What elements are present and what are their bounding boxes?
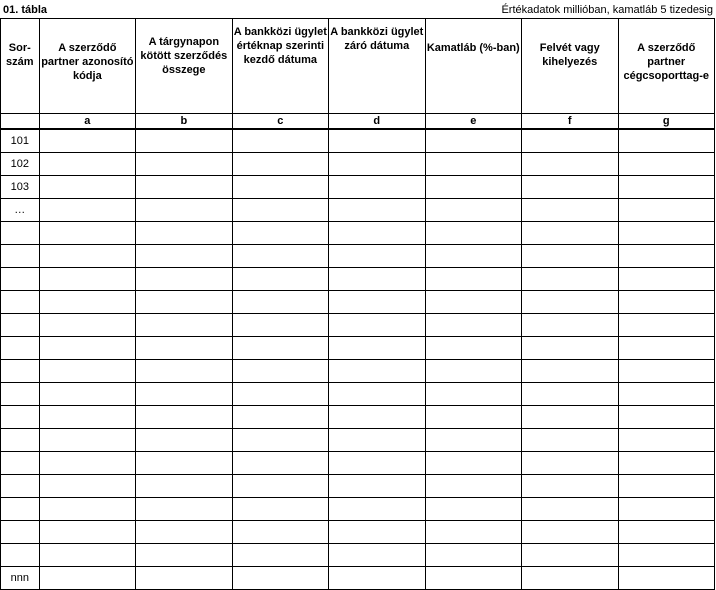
code-row	[1, 114, 715, 130]
data-cell-c[interactable]	[232, 521, 328, 544]
row-number	[1, 521, 40, 544]
code-cell-d: d	[329, 114, 425, 130]
table-row	[1, 429, 715, 452]
table-title: 01. tábla	[3, 4, 48, 16]
data-cell-b[interactable]	[136, 268, 232, 291]
data-cell-g[interactable]	[618, 291, 715, 314]
data-cell-e[interactable]	[425, 245, 521, 268]
data-cell-g[interactable]	[618, 521, 715, 544]
data-cell-b[interactable]	[136, 176, 232, 199]
row-number: 103	[1, 176, 40, 199]
data-cell-c[interactable]	[232, 314, 328, 337]
data-cell-e[interactable]	[425, 176, 521, 199]
data-cell-e[interactable]	[425, 268, 521, 291]
data-cell-b[interactable]	[136, 245, 232, 268]
header-col-f	[522, 19, 618, 114]
data-cell-d[interactable]	[329, 383, 425, 406]
code-cell-a: a	[39, 114, 135, 130]
data-cell-f[interactable]	[522, 291, 618, 314]
data-cell-a[interactable]	[39, 129, 135, 153]
data-cell-e[interactable]	[425, 521, 521, 544]
data-cell-b[interactable]	[136, 498, 232, 521]
data-cell-g[interactable]	[618, 314, 715, 337]
data-cell-b[interactable]	[136, 291, 232, 314]
row-number	[1, 406, 40, 429]
data-cell-c[interactable]	[232, 452, 328, 475]
row-number	[1, 429, 40, 452]
data-cell-f[interactable]	[522, 222, 618, 245]
data-cell-f[interactable]	[522, 429, 618, 452]
header-col-a	[39, 19, 135, 114]
data-cell-c[interactable]	[232, 567, 328, 590]
data-cell-a[interactable]	[39, 544, 135, 567]
data-cell-e[interactable]	[425, 129, 521, 153]
table-row	[1, 222, 715, 245]
data-cell-f[interactable]	[522, 406, 618, 429]
data-cell-e[interactable]	[425, 383, 521, 406]
data-cell-b[interactable]	[136, 429, 232, 452]
data-cell-d[interactable]	[329, 429, 425, 452]
data-cell-c[interactable]	[232, 222, 328, 245]
data-cell-b[interactable]	[136, 406, 232, 429]
table-row	[1, 291, 715, 314]
data-cell-d[interactable]	[329, 314, 425, 337]
data-cell-c[interactable]	[232, 475, 328, 498]
header-label: Kamatláb (%-ban)	[426, 42, 520, 54]
data-cell-f[interactable]	[522, 475, 618, 498]
data-cell-f[interactable]	[522, 383, 618, 406]
table-row	[1, 475, 715, 498]
data-cell-c[interactable]	[232, 360, 328, 383]
data-cell-d[interactable]	[329, 176, 425, 199]
data-cell-b[interactable]	[136, 314, 232, 337]
data-cell-a[interactable]	[39, 245, 135, 268]
data-cell-a[interactable]	[39, 429, 135, 452]
data-cell-e[interactable]	[425, 360, 521, 383]
data-cell-d[interactable]	[329, 544, 425, 567]
data-cell-d[interactable]	[329, 153, 425, 176]
data-cell-d[interactable]	[329, 199, 425, 222]
data-cell-e[interactable]	[425, 153, 521, 176]
data-cell-f[interactable]	[522, 129, 618, 153]
data-cell-g[interactable]	[618, 383, 715, 406]
data-cell-f[interactable]	[522, 337, 618, 360]
data-cell-g[interactable]	[618, 268, 715, 291]
data-cell-f[interactable]	[522, 314, 618, 337]
header-label: A bankközi ügylet záró dátuma	[330, 26, 424, 52]
header-col-e	[425, 19, 521, 114]
header-row	[1, 19, 715, 114]
data-cell-g[interactable]	[618, 129, 715, 153]
data-cell-d[interactable]	[329, 291, 425, 314]
data-cell-a[interactable]	[39, 222, 135, 245]
data-cell-b[interactable]	[136, 383, 232, 406]
header-label: A tárgynapon kötött szerződés összege	[140, 36, 228, 76]
data-cell-f[interactable]	[522, 268, 618, 291]
data-cell-e[interactable]	[425, 452, 521, 475]
table-row	[1, 567, 715, 590]
data-cell-g[interactable]	[618, 406, 715, 429]
data-cell-a[interactable]	[39, 452, 135, 475]
data-cell-e[interactable]	[425, 475, 521, 498]
data-cell-d[interactable]	[329, 498, 425, 521]
data-cell-a[interactable]	[39, 153, 135, 176]
data-cell-c[interactable]	[232, 199, 328, 222]
data-cell-f[interactable]	[522, 153, 618, 176]
header-label: A bankközi ügylet értéknap szerinti kezdő dátuma	[233, 26, 327, 66]
table-row	[1, 498, 715, 521]
code-cell-f: f	[522, 114, 618, 130]
data-cell-g[interactable]	[618, 498, 715, 521]
data-cell-e[interactable]	[425, 567, 521, 590]
header-col-b	[136, 19, 232, 114]
data-cell-b[interactable]	[136, 129, 232, 153]
report-table	[0, 18, 715, 590]
data-cell-d[interactable]	[329, 360, 425, 383]
header-col-c	[232, 19, 328, 114]
table-body	[1, 129, 715, 590]
table-note: Értékadatok millióban, kamatláb 5 tizedesig	[501, 4, 713, 16]
data-cell-c[interactable]	[232, 291, 328, 314]
data-cell-b[interactable]	[136, 544, 232, 567]
header-col-d	[329, 19, 425, 114]
data-cell-g[interactable]	[618, 176, 715, 199]
code-cell-e: e	[425, 114, 521, 130]
header-serial	[1, 19, 40, 114]
data-cell-e[interactable]	[425, 544, 521, 567]
data-cell-d[interactable]	[329, 268, 425, 291]
code-cell-c: c	[232, 114, 328, 130]
table-row	[1, 268, 715, 291]
data-cell-f[interactable]	[522, 567, 618, 590]
data-cell-d[interactable]	[329, 406, 425, 429]
data-cell-d[interactable]	[329, 452, 425, 475]
header-col-g	[618, 19, 715, 114]
data-cell-e[interactable]	[425, 222, 521, 245]
table-row	[1, 153, 715, 176]
data-cell-f[interactable]	[522, 360, 618, 383]
data-cell-d[interactable]	[329, 129, 425, 153]
data-cell-e[interactable]	[425, 314, 521, 337]
header-label: A szerződő partner azonosító kódja	[41, 42, 134, 82]
table-row	[1, 199, 715, 222]
data-cell-c[interactable]	[232, 429, 328, 452]
row-number	[1, 544, 40, 567]
data-cell-d[interactable]	[329, 521, 425, 544]
header-serial-label: Sor- szám	[6, 42, 34, 68]
data-cell-d[interactable]	[329, 337, 425, 360]
table-row	[1, 360, 715, 383]
table-row	[1, 176, 715, 199]
data-cell-b[interactable]	[136, 567, 232, 590]
data-cell-c[interactable]	[232, 129, 328, 153]
data-cell-a[interactable]	[39, 176, 135, 199]
data-cell-f[interactable]	[522, 176, 618, 199]
data-cell-c[interactable]	[232, 406, 328, 429]
row-number	[1, 498, 40, 521]
code-cell-blank	[1, 114, 40, 130]
data-cell-a[interactable]	[39, 360, 135, 383]
row-number	[1, 222, 40, 245]
data-cell-c[interactable]	[232, 383, 328, 406]
data-cell-b[interactable]	[136, 222, 232, 245]
data-cell-a[interactable]	[39, 314, 135, 337]
data-cell-b[interactable]	[136, 337, 232, 360]
data-cell-a[interactable]	[39, 199, 135, 222]
table-row	[1, 245, 715, 268]
data-cell-a[interactable]	[39, 567, 135, 590]
data-cell-c[interactable]	[232, 176, 328, 199]
data-cell-b[interactable]	[136, 521, 232, 544]
data-cell-a[interactable]	[39, 406, 135, 429]
code-cell-b: b	[136, 114, 232, 130]
row-number	[1, 337, 40, 360]
data-cell-d[interactable]	[329, 567, 425, 590]
header-label: A szerződő partner cégcsoporttag-e	[623, 42, 710, 82]
data-cell-e[interactable]	[425, 498, 521, 521]
data-cell-e[interactable]	[425, 291, 521, 314]
data-cell-d[interactable]	[329, 222, 425, 245]
data-cell-c[interactable]	[232, 268, 328, 291]
data-cell-e[interactable]	[425, 337, 521, 360]
table-row	[1, 544, 715, 567]
data-cell-c[interactable]	[232, 337, 328, 360]
data-cell-a[interactable]	[39, 521, 135, 544]
row-number: …	[1, 199, 40, 222]
data-cell-c[interactable]	[232, 245, 328, 268]
data-cell-f[interactable]	[522, 521, 618, 544]
table-caption	[0, 0, 716, 18]
data-cell-g[interactable]	[618, 475, 715, 498]
data-cell-d[interactable]	[329, 475, 425, 498]
data-cell-b[interactable]	[136, 475, 232, 498]
table-row	[1, 129, 715, 153]
data-cell-e[interactable]	[425, 199, 521, 222]
data-cell-b[interactable]	[136, 153, 232, 176]
row-number	[1, 268, 40, 291]
data-cell-a[interactable]	[39, 383, 135, 406]
table-row	[1, 314, 715, 337]
data-cell-f[interactable]	[522, 245, 618, 268]
data-cell-a[interactable]	[39, 475, 135, 498]
data-cell-g[interactable]	[618, 222, 715, 245]
data-cell-b[interactable]	[136, 199, 232, 222]
data-cell-e[interactable]	[425, 429, 521, 452]
data-cell-c[interactable]	[232, 153, 328, 176]
data-cell-b[interactable]	[136, 360, 232, 383]
table-row	[1, 452, 715, 475]
data-cell-a[interactable]	[39, 498, 135, 521]
data-cell-g[interactable]	[618, 360, 715, 383]
data-cell-f[interactable]	[522, 544, 618, 567]
data-cell-c[interactable]	[232, 544, 328, 567]
data-cell-b[interactable]	[136, 452, 232, 475]
table-row	[1, 383, 715, 406]
data-cell-f[interactable]	[522, 498, 618, 521]
data-cell-e[interactable]	[425, 406, 521, 429]
row-number: nnn	[1, 567, 40, 590]
row-number	[1, 245, 40, 268]
data-cell-a[interactable]	[39, 337, 135, 360]
row-number	[1, 291, 40, 314]
data-cell-c[interactable]	[232, 498, 328, 521]
table-row	[1, 521, 715, 544]
data-cell-g[interactable]	[618, 567, 715, 590]
data-cell-f[interactable]	[522, 452, 618, 475]
data-cell-d[interactable]	[329, 245, 425, 268]
header-label: Felvét vagy kihelyezés	[539, 42, 600, 68]
code-cell-g: g	[618, 114, 715, 130]
data-cell-a[interactable]	[39, 268, 135, 291]
data-cell-g[interactable]	[618, 199, 715, 222]
table-row	[1, 406, 715, 429]
row-number	[1, 314, 40, 337]
data-cell-g[interactable]	[618, 452, 715, 475]
data-cell-g[interactable]	[618, 544, 715, 567]
data-cell-g[interactable]	[618, 429, 715, 452]
table-row	[1, 337, 715, 360]
row-number	[1, 452, 40, 475]
row-number	[1, 383, 40, 406]
data-cell-a[interactable]	[39, 291, 135, 314]
row-number: 102	[1, 153, 40, 176]
row-number	[1, 475, 40, 498]
data-cell-g[interactable]	[618, 245, 715, 268]
data-cell-g[interactable]	[618, 337, 715, 360]
row-number: 101	[1, 129, 40, 153]
data-cell-f[interactable]	[522, 199, 618, 222]
data-cell-g[interactable]	[618, 153, 715, 176]
row-number	[1, 360, 40, 383]
